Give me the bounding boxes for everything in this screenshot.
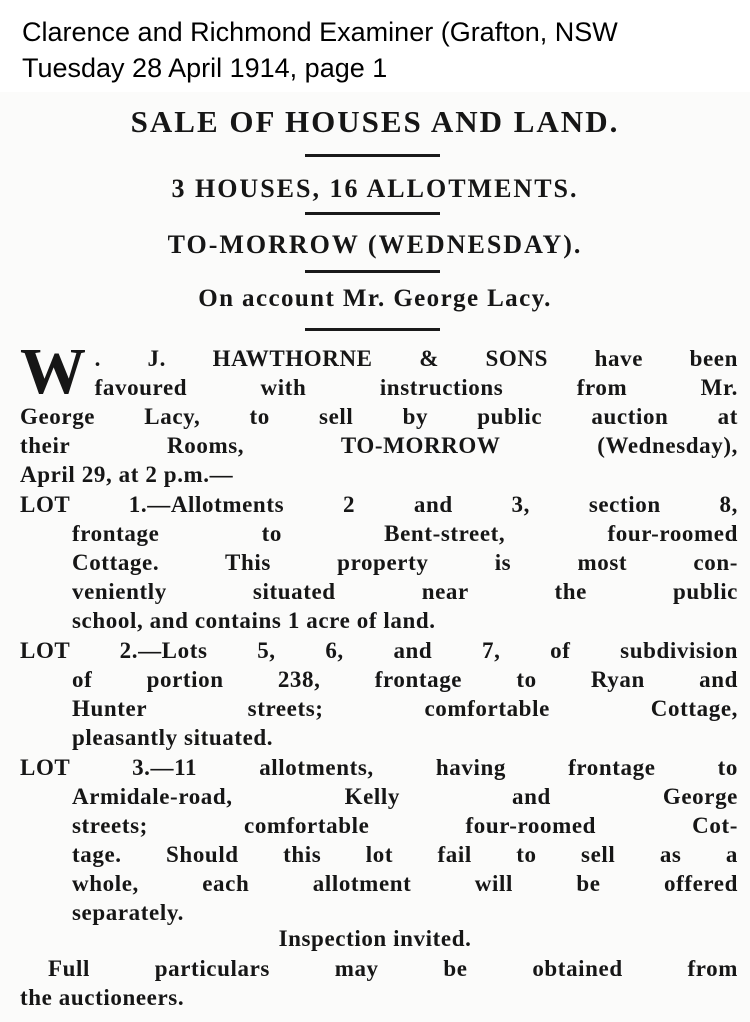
caption-source: Clarence and Richmond Examiner (Grafton, NSW xyxy=(22,17,618,47)
advert-account: On account Mr. George Lacy. xyxy=(198,285,552,312)
paragraph-line: Armidale-road, Kelly and George xyxy=(72,784,738,809)
advert-subtitle: 3 HOUSES, 16 ALLOTMENTS. xyxy=(171,174,579,203)
divider-rule xyxy=(305,154,440,157)
advert-date-heading: TO-MORROW (WEDNESDAY). xyxy=(167,230,583,259)
paragraph-line: streets; comfortable four-roomed Cot- xyxy=(72,813,738,838)
inspection-note: Inspection invited. xyxy=(278,926,472,951)
paragraph-line: separately. xyxy=(72,900,184,925)
paragraph-line: favoured with instructions from Mr. xyxy=(94,375,738,400)
paragraph-line: their Rooms, TO-MORROW (Wednesday), xyxy=(20,433,738,458)
caption-date: Tuesday 28 April 1914, page 1 xyxy=(22,53,388,83)
paragraph-line: Full particulars may be obtained from xyxy=(48,956,738,981)
drop-cap: W xyxy=(20,335,87,408)
paragraph-line: April 29, at 2 p.m.— xyxy=(20,462,234,487)
lot-3-paragraph xyxy=(20,753,738,927)
paragraph-line: frontage to Bent-street, four-roomed xyxy=(72,521,738,546)
paragraph-line: whole, each allotment will be offered xyxy=(72,871,738,896)
closing-paragraph xyxy=(20,954,738,1012)
paragraph-line: LOT 3.—11 allotments, having frontage to xyxy=(20,755,738,780)
paragraph-line: Hunter streets; comfortable Cottage, xyxy=(72,696,738,721)
paragraph-line: tage. Should this lot fail to sell as a xyxy=(72,842,738,867)
paragraph-line: Cottage. This property is most con- xyxy=(72,550,738,575)
newspaper-clipping xyxy=(0,92,750,1022)
paragraph-line: . J. HAWTHORNE & SONS have been xyxy=(94,346,738,371)
divider-rule xyxy=(305,328,440,331)
paragraph-line: of portion 238, frontage to Ryan and xyxy=(72,667,738,692)
paragraph-line: LOT 1.—Allotments 2 and 3, section 8, xyxy=(20,492,738,517)
paragraph-line: veniently situated near the public xyxy=(72,579,738,604)
advert-title: SALE OF HOUSES AND LAND. xyxy=(130,104,620,139)
paragraph-line: school, and contains 1 acre of land. xyxy=(72,608,436,633)
paragraph-line: George Lacy, to sell by public auction at xyxy=(20,404,738,429)
paragraph-line: pleasantly situated. xyxy=(72,725,274,750)
divider-rule xyxy=(305,212,440,215)
caption xyxy=(22,14,618,86)
lot-2-paragraph xyxy=(20,636,738,752)
lot-1-paragraph xyxy=(20,490,738,635)
paragraph-line: LOT 2.—Lots 5, 6, and 7, of subdivision xyxy=(20,638,738,663)
intro-paragraph xyxy=(20,335,738,489)
divider-rule xyxy=(305,270,440,273)
paragraph-line: the auctioneers. xyxy=(20,985,185,1010)
